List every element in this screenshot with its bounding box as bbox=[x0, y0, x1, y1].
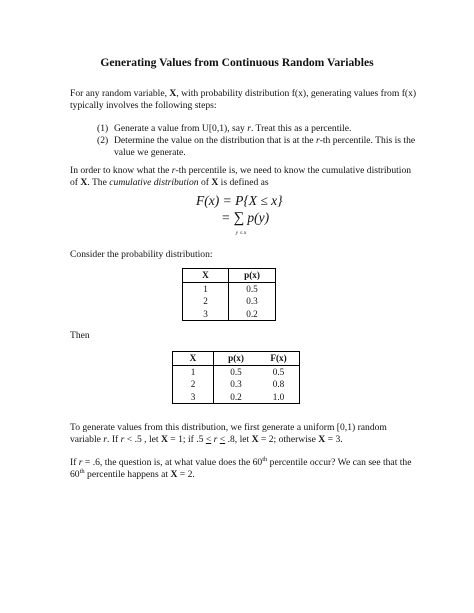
table-row bbox=[183, 282, 276, 295]
probability-table bbox=[182, 268, 276, 321]
step-1 bbox=[97, 123, 427, 135]
consider-paragraph: Consider the probability distribution: bbox=[70, 249, 213, 260]
ordinal-suffix: th bbox=[262, 455, 268, 463]
variable-x: X bbox=[170, 469, 178, 480]
variable-r: r bbox=[247, 123, 251, 134]
column-header: p(x) bbox=[229, 269, 276, 283]
sum-subscript: y ≤ x bbox=[235, 230, 247, 236]
variable-x: X bbox=[160, 434, 168, 445]
variable-r: r bbox=[78, 457, 83, 468]
variable-x: X bbox=[80, 177, 88, 188]
table-cell: 0.8 bbox=[272, 379, 285, 390]
variable-x: X bbox=[169, 88, 177, 99]
table-cell: 0.2 bbox=[230, 391, 242, 402]
table-cell: 0.5 bbox=[246, 283, 258, 294]
table-header-row bbox=[183, 269, 276, 283]
column-header: F(x) bbox=[258, 352, 300, 366]
generation-paragraph: To generate values from this distribution, we first generate a uniform [0,1) random variable r. If r < .5 , let X = 1; if .5 < r < .8, let X = 2; otherwise X = 3. bbox=[70, 422, 387, 445]
table-row bbox=[173, 365, 300, 378]
cdf-formula bbox=[196, 192, 283, 236]
table-cell: 3 bbox=[173, 391, 214, 404]
sum-symbol: ∑ y ≤ x bbox=[234, 210, 245, 227]
table-cell: 1 bbox=[183, 282, 229, 295]
cumulative-table bbox=[172, 351, 300, 404]
variable-x: X bbox=[251, 434, 259, 445]
page-title: Generating Values from Continuous Random Variables bbox=[100, 56, 374, 69]
step-text: . Treat this as a percentile. bbox=[250, 123, 352, 134]
step-text: Determine the value on the distribution that is at the bbox=[114, 135, 316, 146]
table-row bbox=[183, 295, 276, 308]
formula-rhs: p(y) bbox=[247, 210, 270, 225]
variable-r: r bbox=[171, 165, 176, 176]
variable-x: X bbox=[211, 177, 219, 188]
table-row bbox=[173, 391, 300, 404]
table-cell: 2 bbox=[183, 295, 229, 308]
intro-text: , with probability distribution f(x), generating values from f(x) typically involves the following steps: bbox=[70, 88, 417, 111]
formula-line-2 bbox=[196, 209, 283, 236]
table-cell: 0.3 bbox=[246, 296, 258, 307]
table-cell: 3 bbox=[183, 308, 229, 321]
variable-r: r bbox=[120, 434, 125, 445]
table-row bbox=[183, 308, 276, 321]
table-cell: 0.5 bbox=[272, 366, 285, 377]
table-header-row bbox=[173, 352, 300, 366]
table-cell: 0.2 bbox=[246, 308, 258, 319]
column-header: X bbox=[173, 352, 214, 366]
conclusion-paragraph: If r = .6, the question is, at what value does the 60th percentile occur? We can see that the 60th percentile happens at X = 2. bbox=[70, 455, 412, 480]
step-text: Generate a value from U[0,1), say bbox=[114, 123, 248, 134]
less-equal-sign: < bbox=[219, 434, 226, 445]
table-cell: 0.3 bbox=[230, 379, 242, 390]
variable-r: r bbox=[213, 434, 218, 445]
ordinal-suffix: th bbox=[79, 467, 85, 475]
then-label: Then bbox=[70, 330, 90, 341]
equals-sign: = bbox=[222, 210, 230, 225]
step-2 bbox=[97, 135, 427, 159]
intro-text: For any random variable, bbox=[70, 88, 170, 99]
less-equal-sign: < bbox=[205, 434, 212, 445]
table-row bbox=[173, 378, 300, 391]
step-text: -th percentile. This is the value we generate. bbox=[114, 135, 416, 158]
cdf-paragraph: In order to know what the r-th percentile is, we need to know the cumulative distribution of X. The cumulative distribution of X is defined as bbox=[70, 165, 412, 188]
emphasis-text: cumulative distribution bbox=[109, 177, 199, 188]
column-header: X bbox=[183, 269, 229, 283]
table-cell: 1 bbox=[173, 365, 214, 378]
formula-line-1 bbox=[196, 192, 283, 209]
variable-r: r bbox=[315, 135, 320, 146]
step-number: (2) bbox=[97, 135, 109, 146]
formula-lhs: F(x) = P{X ≤ x} bbox=[196, 193, 283, 208]
table-cell: 0.5 bbox=[230, 366, 242, 377]
step-number: (1) bbox=[97, 123, 109, 134]
column-header: p(x) bbox=[214, 352, 259, 366]
intro-paragraph bbox=[70, 88, 420, 112]
variable-r: r bbox=[103, 434, 108, 445]
table-cell: 1.0 bbox=[272, 391, 285, 402]
variable-x: X bbox=[318, 434, 326, 445]
steps-list bbox=[97, 123, 427, 159]
table-cell: 2 bbox=[173, 378, 214, 391]
